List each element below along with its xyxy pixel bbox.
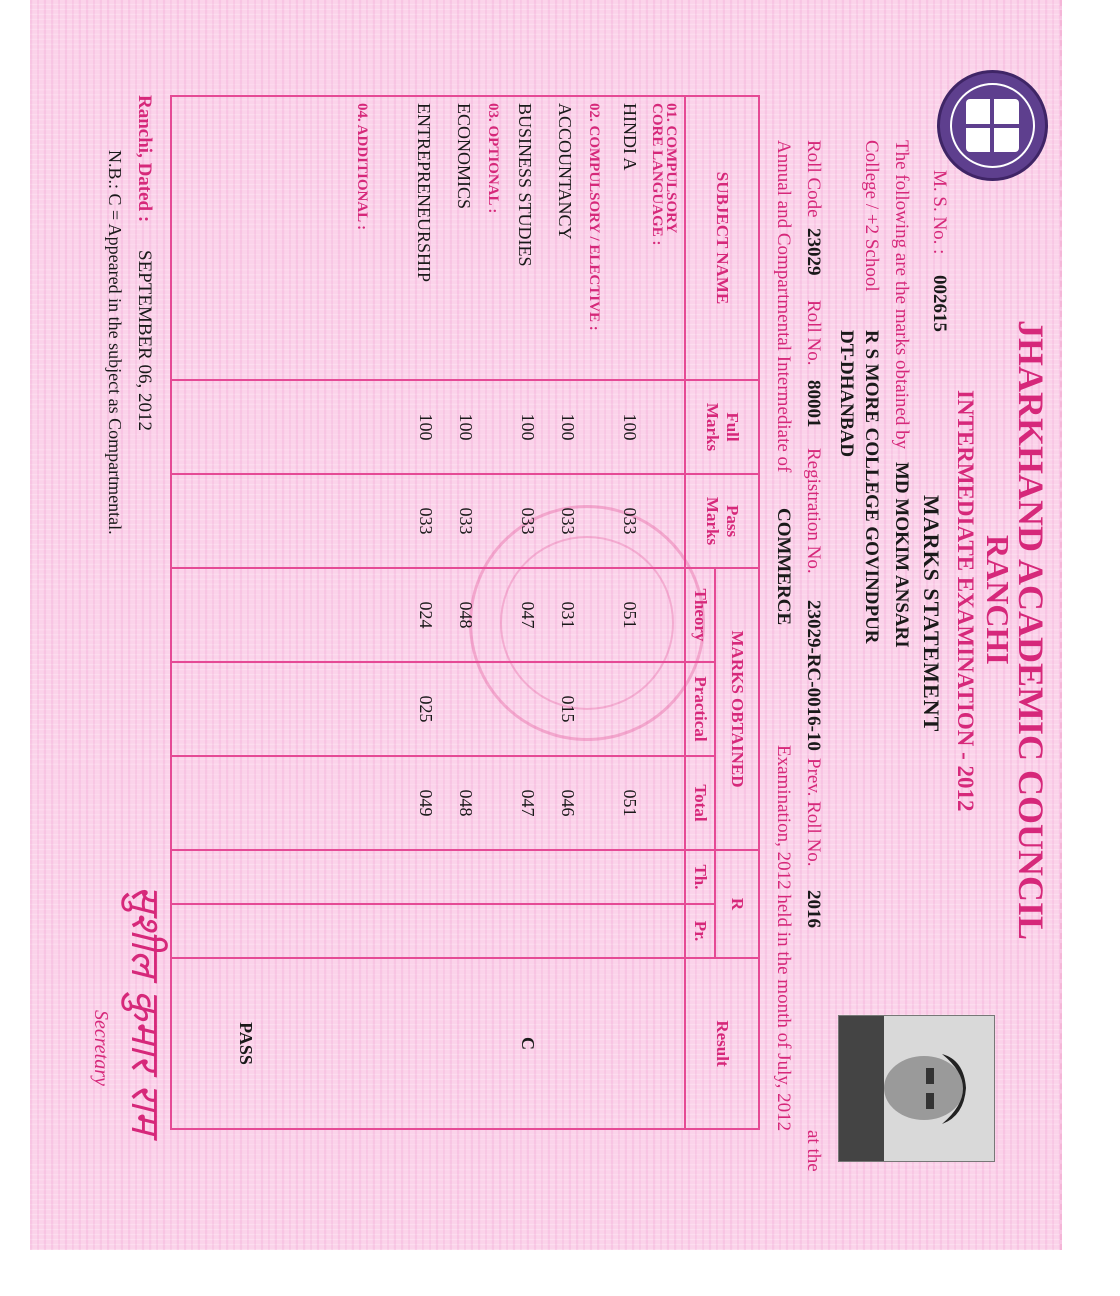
pass-marks-cell: 033: [518, 507, 538, 535]
issue-date: SEPTEMBER 06, 2012: [134, 250, 155, 432]
ms-no-value: 002615: [929, 275, 950, 332]
practical-cell: [446, 669, 486, 749]
exam-line: Examination, 2012 held in the month of July, 2012: [773, 745, 794, 1132]
rotated-page: [30, 0, 1060, 1250]
registration-label: Registration No.: [803, 448, 824, 574]
theory-cell: 024: [416, 601, 436, 629]
college-name: R S MORE COLLEGE GOVINDPUR: [861, 330, 882, 644]
council-name: JHARKHAND ACADEMIC COUNCIL: [1011, 320, 1051, 941]
col-r: R: [715, 850, 759, 958]
at-the-text: at the: [803, 1130, 824, 1172]
table-body: [171, 96, 685, 1129]
pass-marks-cell: 033: [620, 507, 640, 535]
col-marks-obtained: MARKS OBTAINED: [715, 568, 759, 850]
total-cell: 049: [416, 789, 436, 817]
total-cell: 046: [558, 789, 578, 817]
practical-cell: 025: [416, 695, 436, 723]
col-total: Total: [685, 756, 715, 850]
subject-name: BUSINESS STUDIES: [515, 103, 535, 267]
registration-value: 23029-RC-0016-10: [803, 600, 824, 751]
pass-marks-cell: 033: [558, 507, 578, 535]
result-cell: [446, 965, 486, 1122]
result-cell: [610, 965, 650, 1122]
th-cell: [171, 850, 685, 904]
college-label: College / +2 School: [861, 140, 882, 292]
theory-cell: 051: [620, 601, 640, 629]
subject-name: ECONOMICS: [454, 103, 474, 210]
roll-code-label: Roll Code: [803, 140, 824, 218]
section-additional: 04. ADDITIONAL :: [354, 103, 370, 231]
total-cell: 047: [518, 789, 538, 817]
section-core-language: 01. COMPULSORY CORE LANGUAGE :: [649, 103, 679, 246]
col-result: Result: [685, 958, 759, 1129]
annual-line: Annual and Compartmental Intermediate of: [773, 140, 794, 473]
col-pass-marks: Pass Marks: [685, 474, 759, 568]
full-marks-cell: 100: [620, 413, 640, 441]
practical-cell: [610, 669, 650, 749]
section-compulsory-elective: 02. COMPULSORY / ELECTIVE :: [586, 103, 602, 331]
council-emblem-icon: [937, 70, 1048, 181]
practical-cell: 015: [558, 695, 578, 723]
stream-value: COMMERCE: [773, 508, 794, 626]
college-district: DT-DHANBAD: [836, 330, 857, 458]
col-theory: Theory: [685, 568, 715, 662]
col-practical: Practical: [685, 662, 715, 756]
marks-statement-sheet: [30, 0, 1062, 1250]
col-th: Th.: [685, 850, 715, 904]
subject-name: ACCOUNTANCY: [555, 103, 575, 240]
practical-cell: [508, 669, 548, 749]
roll-no-label: Roll No.: [803, 300, 824, 366]
compartment-note: N.B.: C = Appeared in the subject as Compartmental.: [105, 150, 125, 535]
section-optional: 03. OPTIONAL :: [485, 103, 501, 214]
pass-marks-cell: 033: [416, 507, 436, 535]
full-marks-cell: 100: [558, 413, 578, 441]
col-pr: Pr.: [685, 904, 715, 958]
subject-name: HINDI A: [620, 103, 640, 171]
total-cell: 051: [620, 789, 640, 817]
secretary-signature: सुशील कुमार राम: [122, 885, 168, 1135]
theory-cell: 048: [456, 601, 476, 629]
full-marks-cell: 100: [416, 413, 436, 441]
statement-title: MARKS STATEMENT: [919, 495, 944, 733]
result-cell: [548, 965, 588, 1122]
student-name: MD MOKIM ANSARI: [891, 462, 912, 648]
city-name: RANCHI: [980, 535, 1016, 665]
ms-no-label: M. S. No. :: [929, 170, 950, 255]
secretary-title: Secretary: [90, 1010, 112, 1086]
prev-roll-label: Prev. Roll No.: [803, 758, 824, 867]
roll-no-value: 80001: [803, 380, 824, 428]
full-marks-cell: 100: [456, 413, 476, 441]
theory-cell: 047: [518, 601, 538, 629]
student-photo: [838, 1015, 995, 1162]
prev-roll-value: 2016: [803, 890, 824, 928]
marks-table: [170, 95, 760, 1130]
pass-marks-cell: 033: [456, 507, 476, 535]
final-result: PASS: [236, 1022, 256, 1065]
col-full-marks: Full Marks: [685, 380, 759, 474]
total-cell: 048: [456, 789, 476, 817]
theory-cell: 031: [558, 601, 578, 629]
result-cell: [406, 965, 446, 1122]
subject-name: ENTREPRENEURSHIP: [414, 103, 434, 283]
intro-text: The following are the marks obtained by: [891, 140, 912, 450]
exam-title: INTERMEDIATE EXAMINATION - 2012: [953, 390, 978, 812]
dated-label: Ranchi, Dated :: [134, 95, 155, 223]
result-cell: C: [518, 1037, 538, 1050]
roll-code-value: 23029: [803, 228, 824, 276]
full-marks-cell: 100: [518, 413, 538, 441]
col-subject: SUBJECT NAME: [685, 96, 759, 380]
pr-cell: [171, 904, 685, 958]
